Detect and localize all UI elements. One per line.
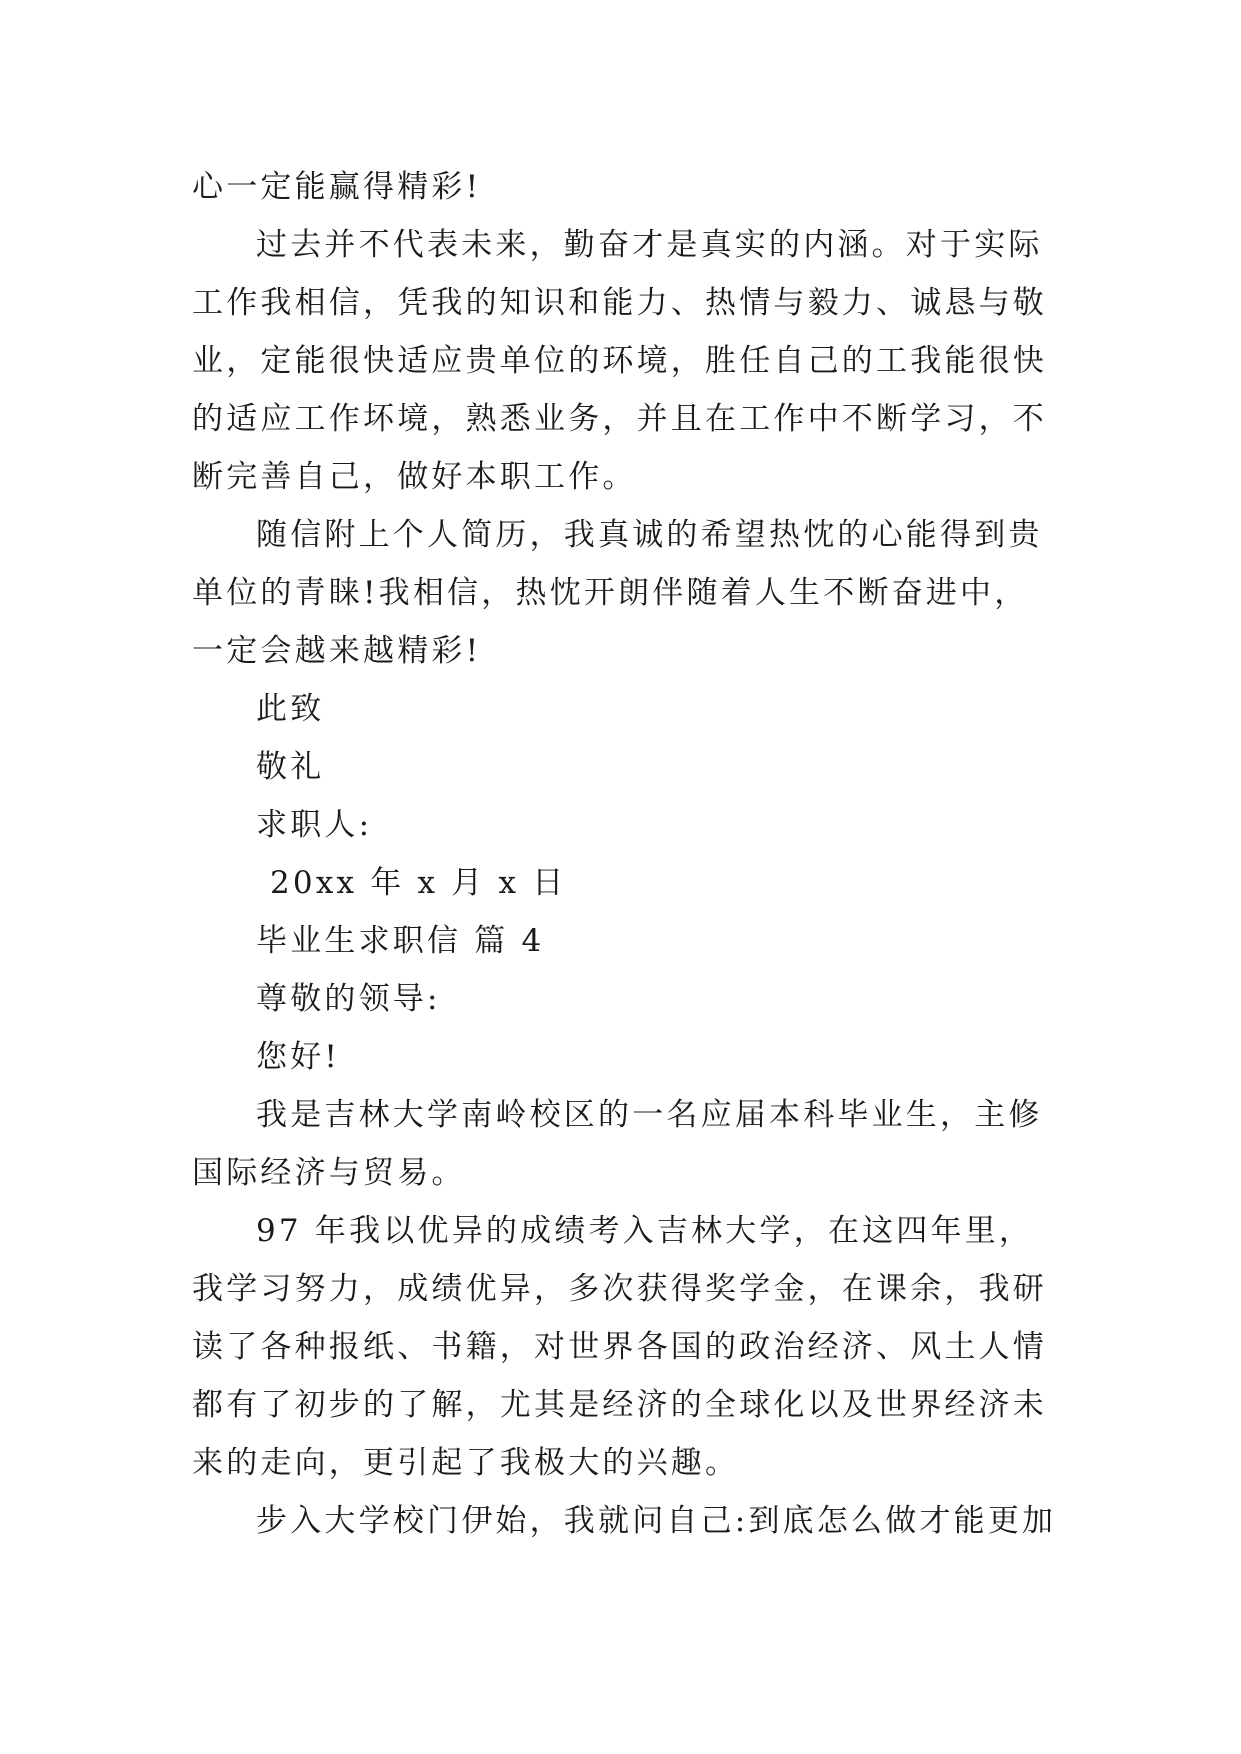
greeting: 您好!	[256, 1039, 341, 1075]
paragraph-resume-attached: 随信附上个人简历，我真诚的希望热忱的心能得到贵单位的青睐!我相信，热忱开朗伴随着人生不断奋进中，一定会越来越精彩!	[192, 517, 1043, 669]
paragraph-introduction: 我是吉林大学南岭校区的一名应届本科毕业生，主修国际经济与贸易。	[192, 1097, 1043, 1191]
paragraph-study-record: 97 年我以优异的成绩考入吉林大学，在这四年里，我学习努力，成绩优异，多次获得奖学金，在课余，我研读了各种报纸、书籍，对世界各国的政治经济、风土人情都有了初步的了解，尤其是经济的全球化以及世界经济未来的走向，更引起了我极大的兴趣。	[192, 1213, 1047, 1481]
closing-cizhi: 此致	[256, 691, 325, 727]
document-body	[192, 158, 1060, 1550]
paragraph-continuation: 心一定能赢得精彩!	[192, 169, 482, 205]
paragraph-work-attitude: 过去并不代表未来，勤奋才是真实的内涵。对于实际工作我相信，凭我的知识和能力、热情与毅力、诚恳与敬业，定能很快适应贵单位的环境，胜任自己的工我能很快的适应工作坏境，熟悉业务，并且在工作中不断学习，不断完善自己，做好本职工作。	[192, 227, 1047, 495]
signature-applicant: 求职人:	[256, 807, 373, 843]
salutation: 尊敬的领导:	[256, 981, 441, 1017]
closing-jingli: 敬礼	[256, 749, 325, 785]
section-title: 毕业生求职信 篇 4	[256, 923, 545, 959]
signature-date: 20xx 年 x 月 x 日	[270, 865, 567, 901]
paragraph-university-start: 步入大学校门伊始，我就问自己:到底怎么做才能更加	[256, 1503, 1057, 1539]
